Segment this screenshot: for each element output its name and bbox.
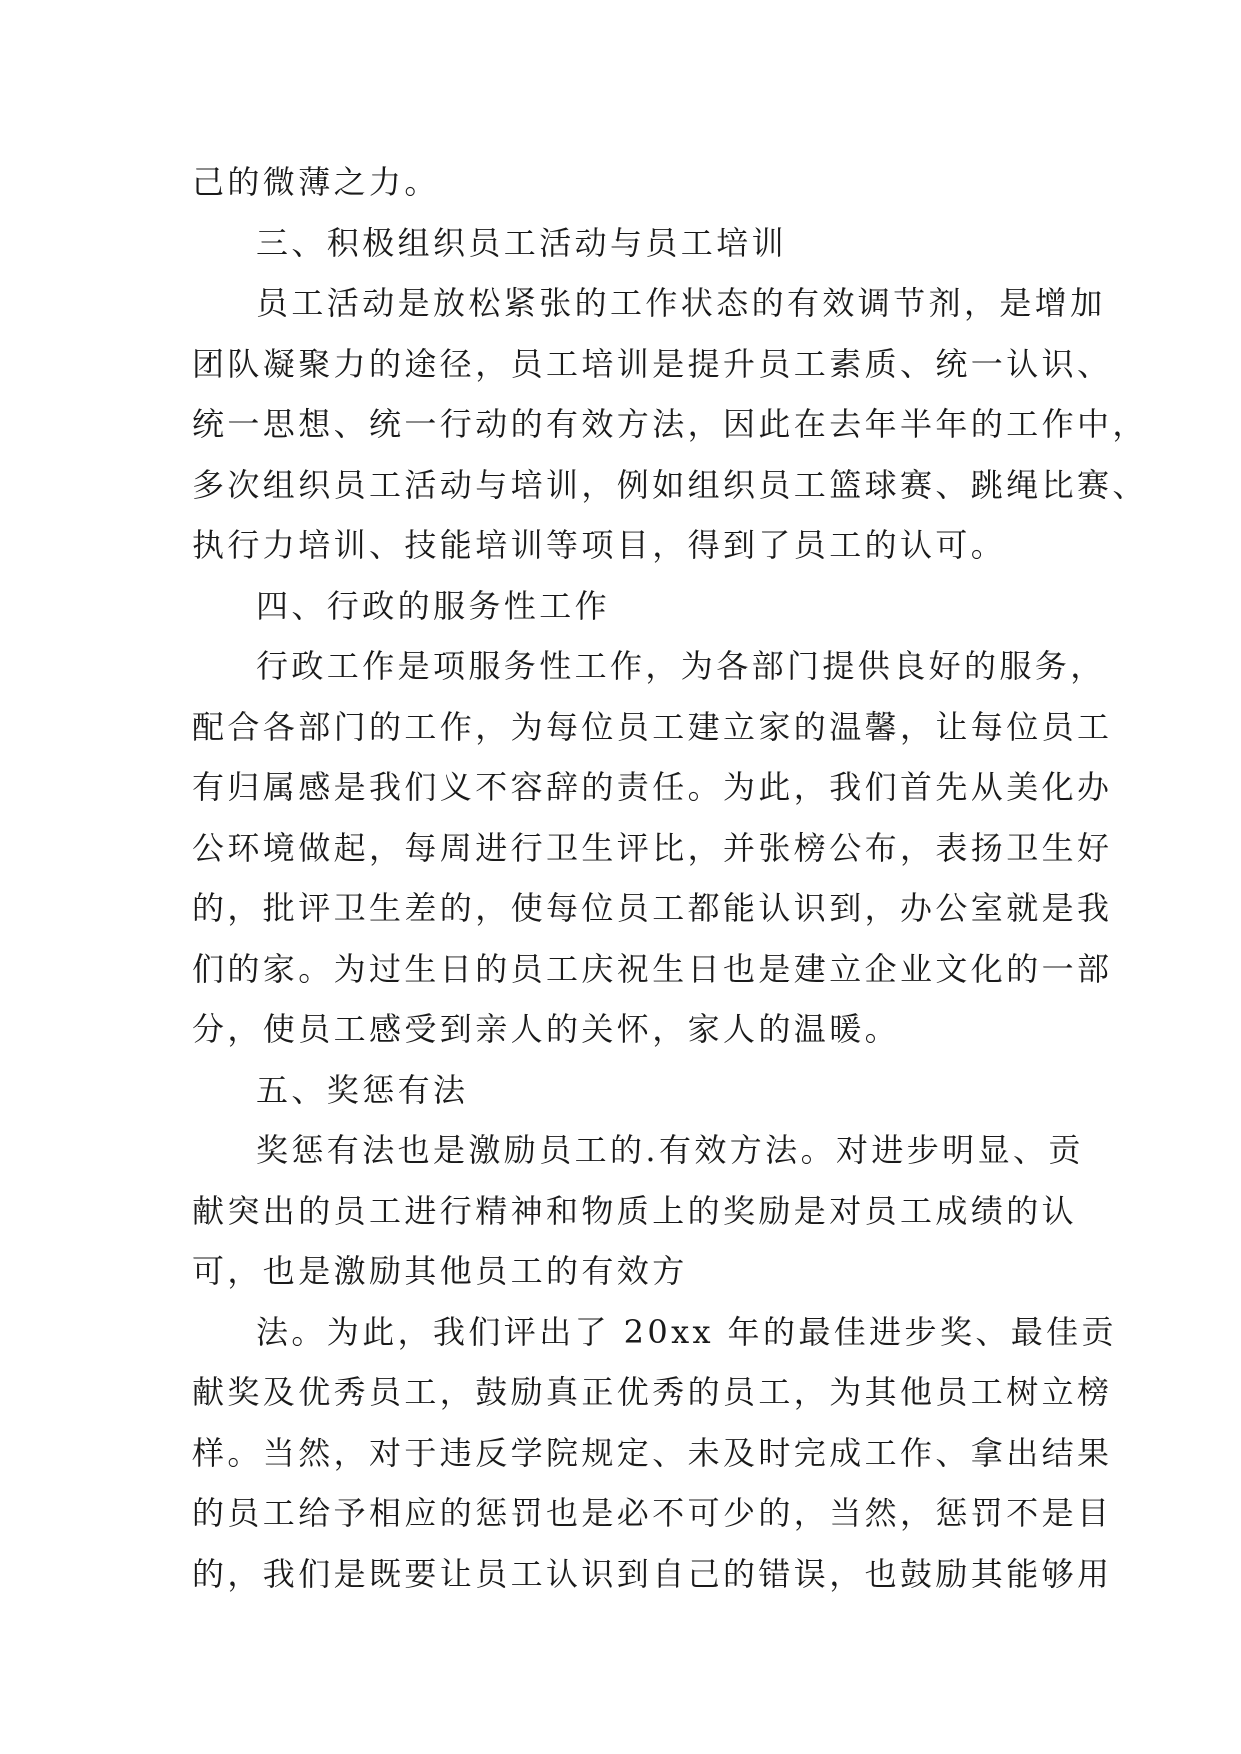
text-line: 法。为此，我们评出了 20xx 年的最佳进步奖、最佳贡	[256, 1312, 1117, 1351]
document-body	[192, 152, 1148, 1604]
text-line: 可，也是激励其他员工的有效方	[192, 1252, 688, 1290]
text-line: 分，使员工感受到亲人的关怀，家人的温暖。	[192, 1010, 901, 1048]
text-line: 献奖及优秀员工，鼓励真正优秀的员工，为其他员工树立榜	[192, 1373, 1113, 1411]
section-heading: 五、奖惩有法	[256, 1070, 469, 1109]
text-line: 员工活动是放松紧张的工作状态的有效调节剂，是增加	[256, 284, 1106, 322]
text-line: 多次组织员工活动与培训，例如组织员工篮球赛、跳绳比赛、	[192, 465, 1148, 504]
text-line: 献突出的员工进行精神和物质上的奖励是对员工成绩的认	[192, 1191, 1078, 1230]
text-line: 己的微薄之力。	[192, 163, 440, 201]
text-line: 公环境做起，每周进行卫生评比，并张榜公布，表扬卫生好	[192, 828, 1113, 867]
text-line: 团队凝聚力的途径，员工培训是提升员工素质、统一认识、	[192, 344, 1113, 383]
text-line: 统一思想、统一行动的有效方法，因此在去年半年的工作中，	[192, 405, 1148, 443]
text-line: 的，批评卫生差的，使每位员工都能认识到，办公室就是我	[192, 889, 1113, 927]
text-line: 奖惩有法也是激励员工的.有效方法。对进步明显、贡	[256, 1131, 1084, 1169]
section-heading: 三、积极组织员工活动与员工培训	[256, 223, 788, 262]
text-line: 行政工作是项服务性工作，为各部门提供良好的服务，	[256, 647, 1106, 685]
section-heading: 四、行政的服务性工作	[256, 586, 611, 625]
text-line: 配合各部门的工作，为每位员工建立家的温馨，让每位员工	[192, 707, 1113, 746]
text-line: 执行力培训、技能培训等项目，得到了员工的认可。	[192, 526, 1007, 564]
text-line: 的，我们是既要让员工认识到自己的错误，也鼓励其能够用	[192, 1554, 1113, 1593]
text-line: 们的家。为过生日的员工庆祝生日也是建立企业文化的一部	[192, 949, 1113, 988]
text-line: 的员工给予相应的惩罚也是必不可少的，当然，惩罚不是目	[192, 1494, 1113, 1532]
text-line: 样。当然，对于违反学院规定、未及时完成工作、拿出结果	[192, 1433, 1113, 1472]
text-line: 有归属感是我们义不容辞的责任。为此，我们首先从美化办	[192, 768, 1113, 806]
